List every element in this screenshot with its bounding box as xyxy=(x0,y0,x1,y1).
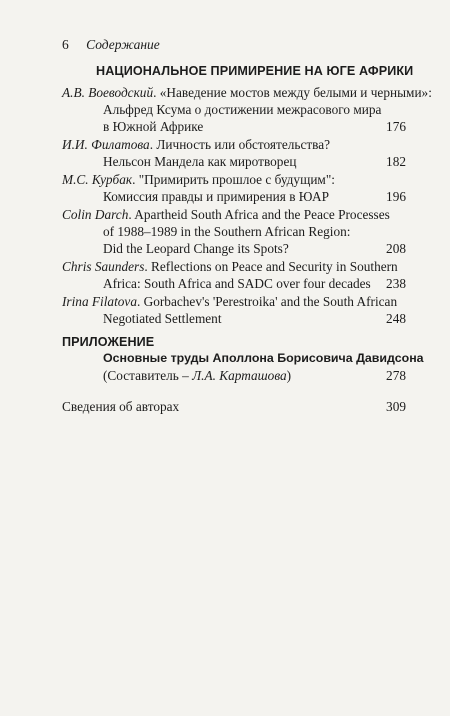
entry-page: 208 xyxy=(386,241,406,257)
entry-title: . Apartheid South Africa and the Peace Processes xyxy=(128,207,390,222)
entry-page: 182 xyxy=(386,154,406,170)
running-header xyxy=(62,37,160,53)
entry-title: . Gorbachev's 'Perestroika' and the South African xyxy=(136,294,398,309)
entry-author: И.И. Филатова xyxy=(62,137,150,152)
toc-entry-authors[interactable] xyxy=(62,398,406,415)
running-title: Содержание xyxy=(86,37,160,52)
entry-title: . Reflections on Peace and Security in Southern xyxy=(144,259,398,274)
section-title-reconciliation: НАЦИОНАЛЬНОЕ ПРИМИРЕНИЕ НА ЮГЕ АФРИКИ xyxy=(96,64,414,78)
entry-page: 238 xyxy=(386,276,406,292)
authors-info-label: Сведения об авторах xyxy=(62,399,180,414)
toc-entry-appendix[interactable] xyxy=(62,350,424,384)
entry-page: 248 xyxy=(386,311,406,327)
entry-author: А.В. Воеводский xyxy=(62,85,154,100)
toc-entry[interactable] xyxy=(62,206,406,258)
entry-page: 278 xyxy=(386,368,406,384)
entry-title: . "Примирить прошлое с будущим": xyxy=(132,172,335,187)
entry-title-cont: Africa: South Africa and SADC over four decades xyxy=(103,276,371,292)
entry-author: М.С. Курбак xyxy=(62,172,133,187)
entry-title-cont: Комиссия правды и примирения в ЮАР xyxy=(103,189,329,205)
entry-page: 309 xyxy=(386,399,406,414)
entry-page: 196 xyxy=(386,189,406,205)
entry-author: Colin Darch xyxy=(62,207,129,222)
compiler-prefix: (Составитель – xyxy=(103,368,193,384)
toc-entry[interactable] xyxy=(62,84,432,136)
appendix-work-title: Основные труды Аполлона Борисовича Давидсона xyxy=(103,351,424,365)
compiler-suffix: ) xyxy=(286,368,292,384)
entry-title-cont: Negotiated Settlement xyxy=(103,311,222,327)
entry-title-cont: Нельсон Мандела как миротворец xyxy=(103,154,297,170)
section-title-appendix: ПРИЛОЖЕНИЕ xyxy=(62,335,155,349)
compiler-name: Л.А. Карташова xyxy=(192,368,287,384)
page-number: 6 xyxy=(62,37,69,52)
entry-title: . Личность или обстоятельства? xyxy=(149,137,331,152)
entry-title-cont: Альфред Ксума о достижении межрасового мира xyxy=(103,102,382,118)
entry-title: . «Наведение мостов между белыми и черными»: xyxy=(153,85,432,100)
entry-title-cont: Did the Leopard Change its Spots? xyxy=(103,241,289,257)
entry-author: Irina Filatova xyxy=(62,294,137,309)
entry-title-cont: в Южной Африке xyxy=(103,119,204,135)
toc-entry[interactable] xyxy=(62,258,406,292)
toc-entry[interactable] xyxy=(62,136,406,170)
toc-entry[interactable] xyxy=(62,171,406,205)
entry-page: 176 xyxy=(386,119,406,135)
toc-entry[interactable] xyxy=(62,293,406,327)
entry-author: Chris Saunders xyxy=(62,259,145,274)
entry-title-cont: of 1988–1989 in the Southern African Region: xyxy=(103,224,351,240)
